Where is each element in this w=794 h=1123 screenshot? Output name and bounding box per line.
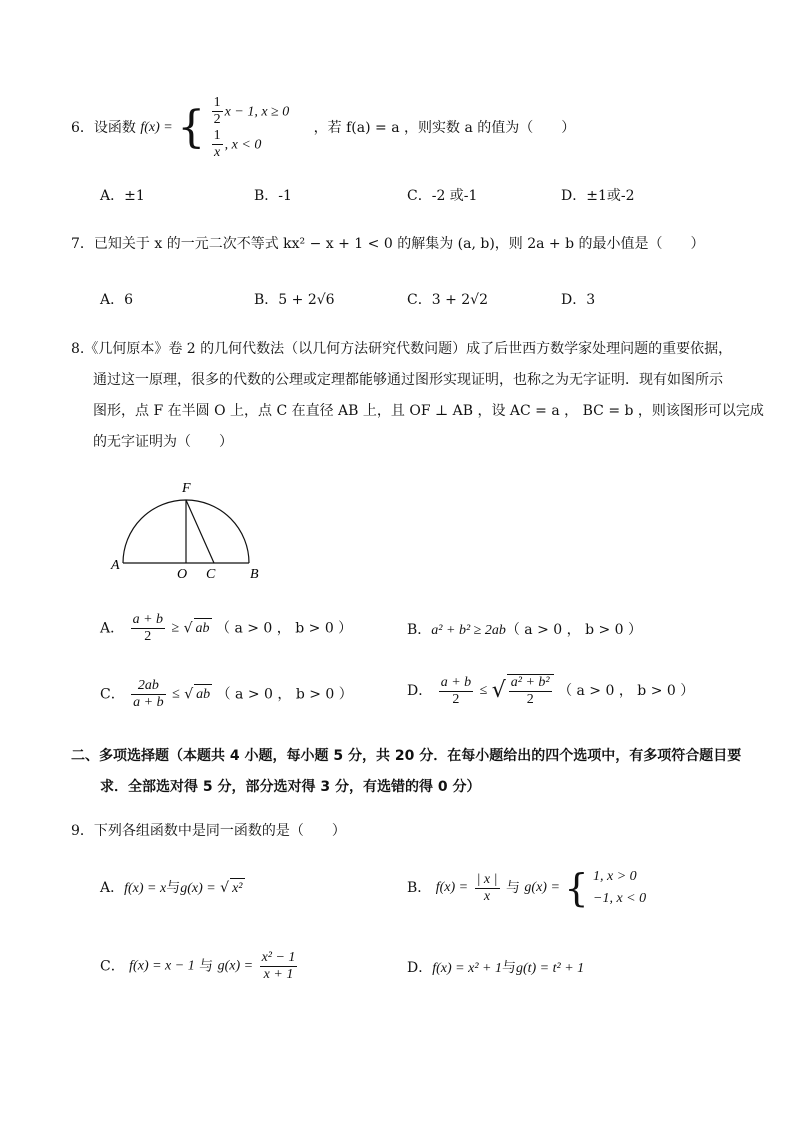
q6-brace: { [177, 102, 206, 153]
q6-stem [71, 95, 576, 160]
q6-stem-pre: 6．设函数 [71, 120, 136, 136]
q6-option-b: B．-1 [254, 188, 292, 204]
q8-line-1: 8.《几何原本》卷 2 的几何代数法（以几何方法研究代数问题）成了后世西方数学家处理问题的重要依据， [71, 341, 733, 357]
q8-line-2: 通过这一原理，很多的代数的公理或定理都能够通过图形实现证明，也称之为无字证明．现有如图所示 [93, 372, 723, 388]
q7-option-d: D．3 [561, 292, 596, 308]
label-c: C [206, 567, 216, 582]
q9-option-c: C． f(x) = x − 1 与 g(x) = $\frac{\text{x² − 1}}{x + 1}$ [100, 950, 296, 982]
q6-option-a: A．±1 [100, 188, 145, 204]
q8-semicircle-figure [105, 475, 275, 585]
q7-option-c: C．3 + 2√2 [407, 292, 488, 308]
q8-option-d: D． $\frac{a + b}{2}$ ≤ √ $\frac{\text{a² + b²}}{2}$ （ a > 0 ， b > 0 ） [407, 674, 695, 707]
label-f: F [182, 481, 191, 496]
segment-fc [186, 500, 214, 563]
q7-stem: 7．已知关于 x 的一元二次不等式 kx² − x + 1 < 0 的解集为 (a, b)，则 2a + b 的最小值是（ ） [71, 236, 705, 252]
q6-case-1: $\frac{1}{2}$ x − 1, x ≥ 0 [213, 95, 290, 127]
q7-option-b: B．5 + 2√6 [254, 292, 335, 308]
section-2-heading-line-2: 求．全部选对得 5 分，部分选对得 3 分，有选错的得 0 分） [100, 779, 481, 795]
q8-option-c: C． $\frac{2ab}{a + b}$ ≤ √ ab （ a > 0 ， b > 0 ） [100, 678, 353, 710]
q8-option-a: A． $\frac{a + b}{2}$ ≥ √ ab （ a > 0 ， b > 0 ） [100, 612, 353, 644]
label-a: A [111, 558, 120, 573]
q9-stem: 9．下列各组函数中是同一函数的是（ ） [71, 823, 346, 839]
q9-option-b: B． f(x) = $\frac{| x |}{x}$ 与 g(x) = { 1, x > 0 −1, x < 0 [407, 866, 647, 910]
q6-option-d: D．±1或-2 [561, 188, 635, 204]
label-o: O [177, 567, 188, 582]
q8-line-4: 的无字证明为（ ） [93, 434, 233, 450]
q7-option-a: A．6 [100, 292, 134, 308]
q6-case-2: $\frac{1}{x}$ , x < 0 [213, 128, 262, 160]
section-2-heading-line-1: 二、多项选择题（本题共 4 小题，每小题 5 分，共 20 分．在每小题给出的四个选项中，有多项符合题目要 [71, 748, 742, 764]
q9-option-a: A．f(x) = x与g(x) = √ x² [100, 878, 245, 899]
q6-fx: f(x) = [140, 120, 173, 135]
q8-line-3: 图形，点 F 在半圆 O 上，点 C 在直径 AB 上，且 OF ⊥ AB ，设 AC = a ， BC = b ，则该图形可以完成 [93, 403, 764, 419]
label-b: B [250, 567, 259, 582]
q6-cases [210, 95, 290, 161]
q8-option-b: B．a² + b² ≥ 2ab（ a > 0 ， b > 0 ） [407, 622, 643, 638]
q6-stem-post: ，若 f(a) = a ，则实数 a 的值为（ ） [313, 120, 576, 136]
q9-option-d: D．f(x) = x² + 1与g(t) = t² + 1 [407, 960, 585, 976]
q6-option-c: C．-2 或-1 [407, 188, 478, 204]
